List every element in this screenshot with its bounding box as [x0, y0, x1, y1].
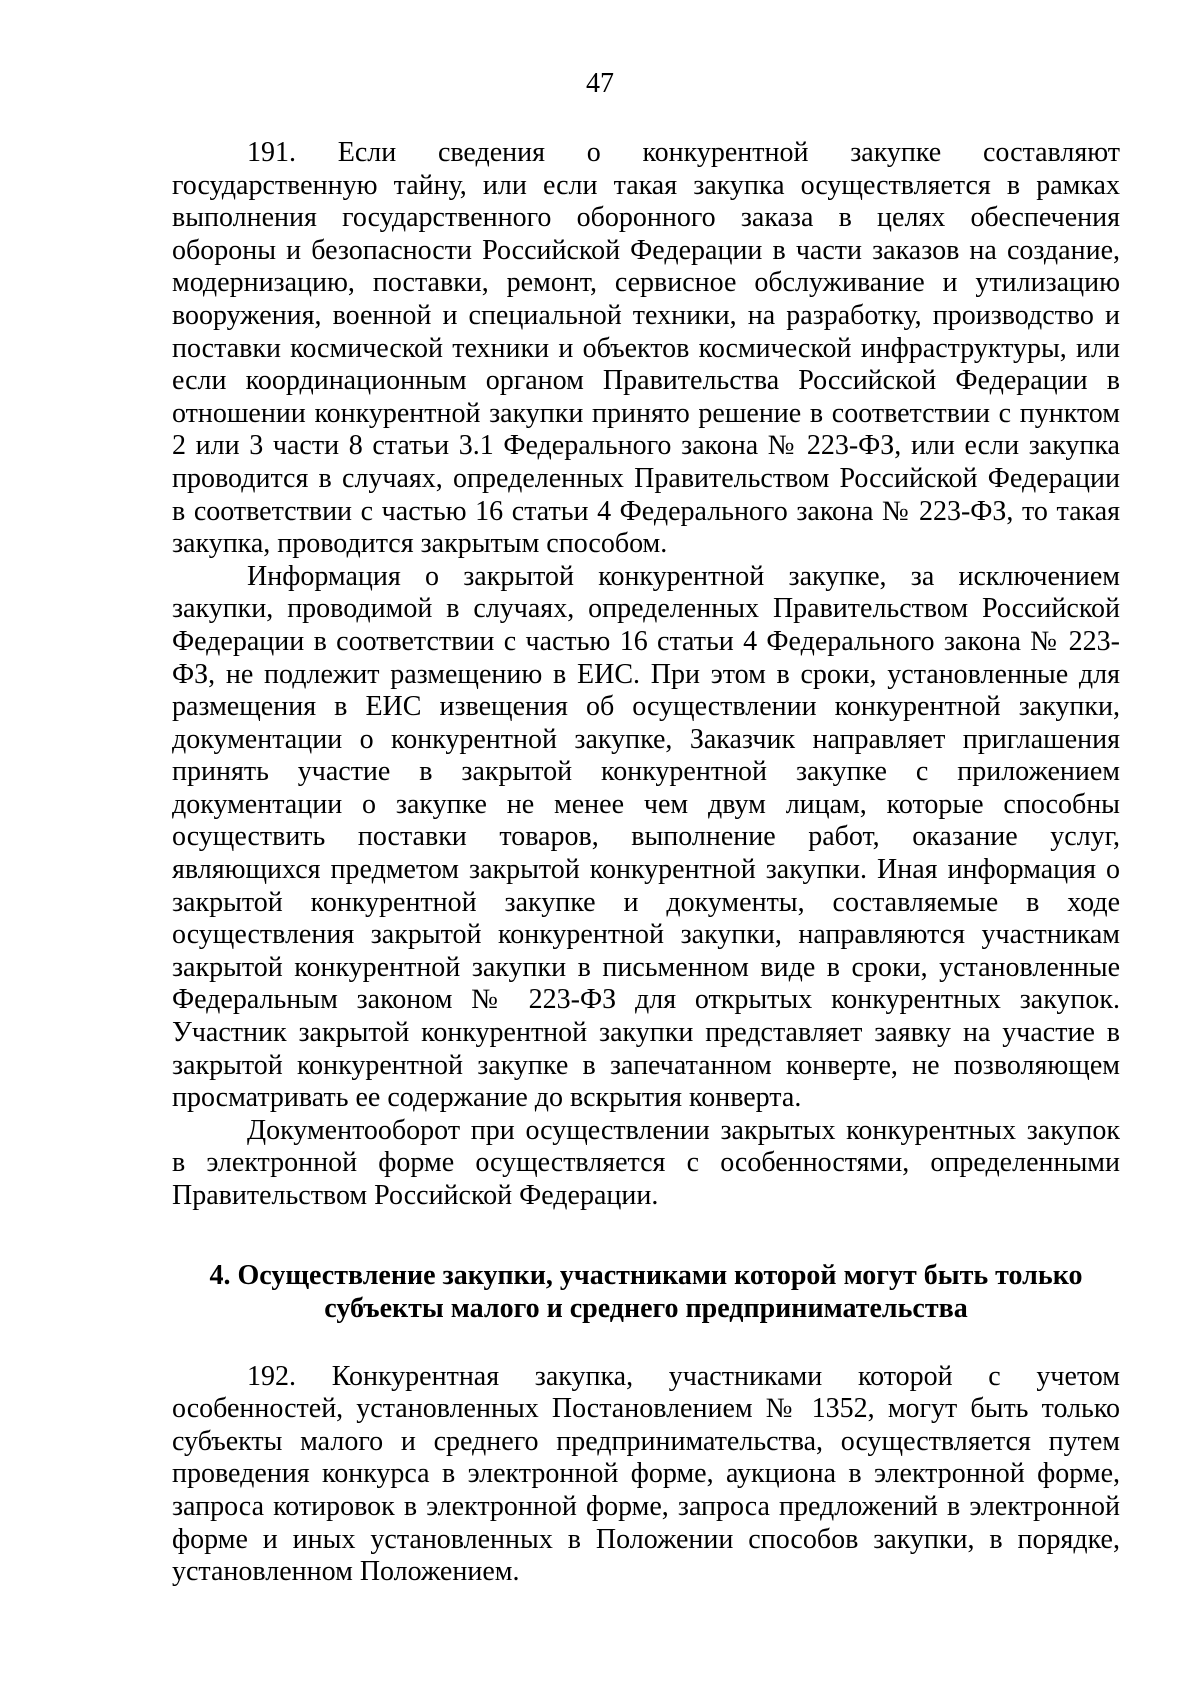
- section-4-heading-line-1: 4. Осуществление закупки, участниками которой могут быть только: [209, 1259, 1083, 1291]
- paragraph-192: 192. Конкурентная закупка, участниками которой с учетом особенностей, установленных Постановлением № 1352, могут быть только субъекты малого и среднего предпринимательства, осуществляется путем проведения конкурса в электронной форме, аукциона в электронной форме, запроса котировок в электронной форме, запроса предложений в электронной форме и иных установленных в Положении способов закупки, в порядке, установленном Положением.: [172, 1360, 1120, 1588]
- paragraph-191: 191. Если сведения о конкурентной закупке составляют государственную тайну, или если такая закупка осуществляется в рамках выполнения государственного оборонного заказа в целях обеспечения обороны и безопасности Российской Федерации в части заказов на создание, модернизацию, поставки, ремонт, сервисное обслуживание и утилизацию вооружения, военной и специальной техники, на разработку, производство и поставки космической техники и объектов космической инфраструктуры, или если координационным органом Правительства Российской Федерации в отношении конкурентной закупки принято решение в соответствии с пунктом 2 или 3 части 8 статьи 3.1 Федерального закона № 223-ФЗ, или если закупка проводится в случаях, определенных Правительством Российской Федерации в соответствии с частью 16 статьи 4 Федерального закона № 223-ФЗ, то такая закупка, проводится закрытым способом.: [172, 137, 1120, 560]
- paragraph-closed-procurement-info: Информация о закрытой конкурентной закупке, за исключением закупки, проводимой в случаях, определенных Правительством Российской Федерации в соответствии с частью 16 статьи 4 Федерального закона № 223-ФЗ, не подлежит размещению в ЕИС. При этом в сроки, установленные для размещения в ЕИС извещения об осуществлении конкурентной закупки, документации о конкурентной закупке, Заказчик направляет приглашения принять участие в закрытой конкурентной закупке с приложением документации о закупке не менее чем двум лицам, которые способны осуществить поставки товаров, выполнение работ, оказание услуг, являющихся предметом закрытой конкурентной закупки. Иная информация о закрытой конкурентной закупке и документы, составляемые в ходе осуществления закрытой конкурентной закупки, направляются участникам закрытой конкурентной закупки в письменном виде в сроки, установленные Федеральным законом № 223-ФЗ для открытых конкурентных закупок. Участник закрытой конкурентной закупки представляет заявку на участие в закрытой конкурентной закупке в запечатанном конверте, не позволяющем просматривать ее содержание до вскрытия конверта.: [172, 560, 1120, 1114]
- section-4-heading: [172, 1259, 1120, 1325]
- section-4-heading-line-2: субъекты малого и среднего предпринимательства: [324, 1292, 968, 1324]
- document-body: [172, 137, 1120, 1589]
- page-number: 47: [586, 68, 614, 99]
- paragraph-document-flow: Документооборот при осуществлении закрытых конкурентных закупок в электронной форме осуществляется с особенностями, определенными Правительством Российской Федерации.: [172, 1114, 1120, 1211]
